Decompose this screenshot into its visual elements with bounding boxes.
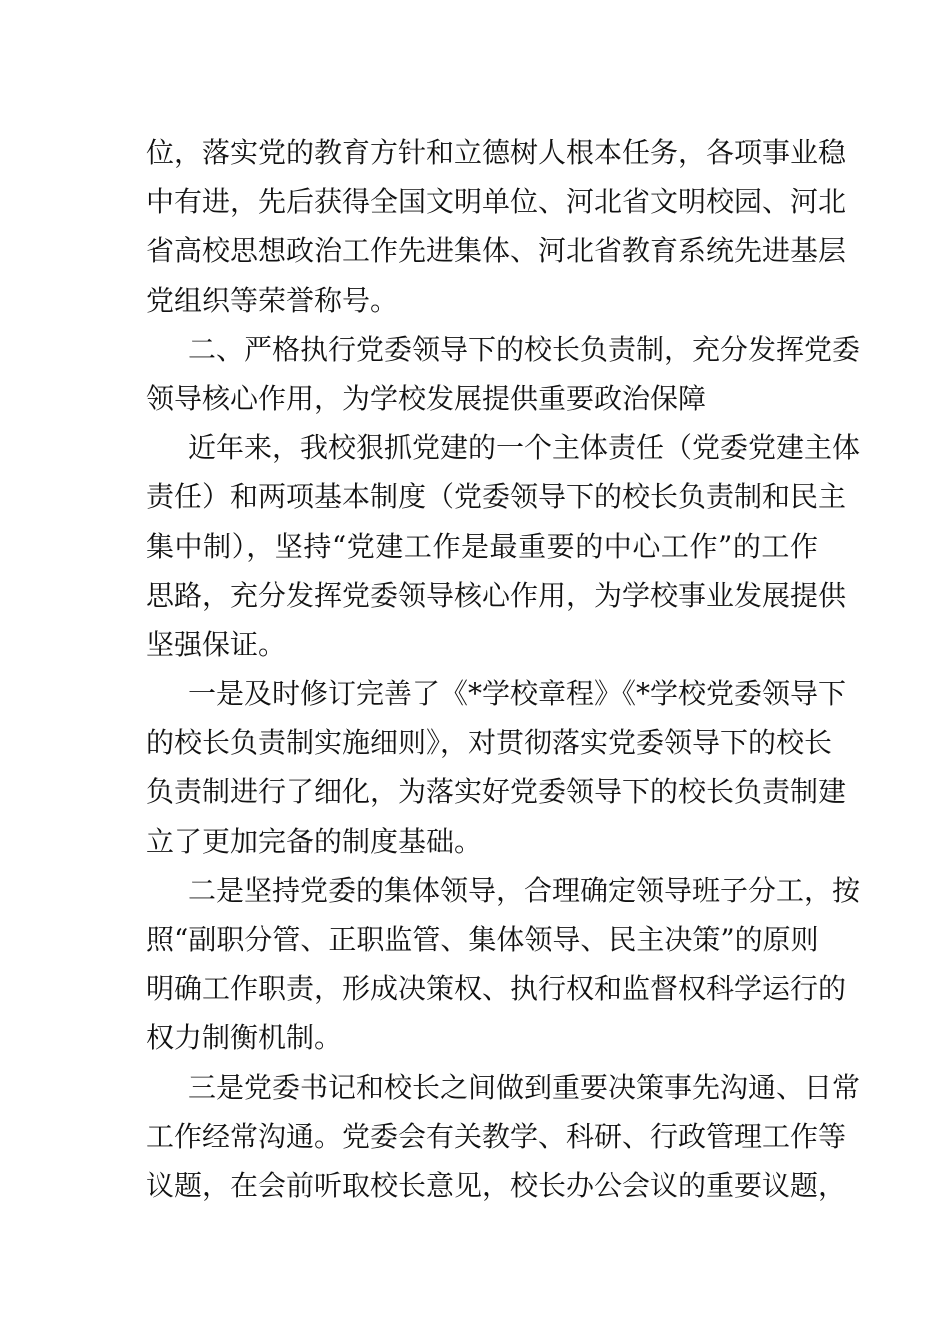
section-heading-line: 领导核心作用，为学校发展提供重要政治保障: [146, 381, 707, 415]
text-line: 一是及时修订完善了《*学校章程》《*学校党委领导下: [188, 677, 847, 711]
text-line: 近年来，我校狠抓党建的一个主体责任（党委党建主体: [188, 431, 861, 465]
text-line: 立了更加完备的制度基础。: [146, 824, 483, 858]
text-line: 责任）和两项基本制度（党委领导下的校长负责制和民主: [146, 480, 847, 514]
text-line: 党组织等荣誉称号。: [146, 283, 399, 317]
text-line: 的校长负责制实施细则》，对贯彻落实党委领导下的校长: [146, 726, 833, 760]
text-line: 位，落实党的教育方针和立德树人根本任务，各项事业稳: [146, 136, 847, 169]
text-line: 照“副职分管、正职监管、集体领导、民主决策”的原则: [146, 923, 819, 956]
text-line: 负责制进行了细化，为落实好党委领导下的校长负责制建: [146, 775, 847, 809]
text-line: 省高校思想政治工作先进集体、河北省教育系统先进基层: [146, 234, 847, 268]
text-line: 三是党委书记和校长之间做到重要决策事先沟通、日常: [188, 1070, 861, 1104]
text-line: 议题，在会前听取校长意见，校长办公会议的重要议题，: [146, 1168, 847, 1202]
text-line: 坚强保证。: [146, 627, 287, 661]
text-line: 二是坚持党委的集体领导，合理确定领导班子分工，按: [188, 873, 861, 907]
text-line: 思路，充分发挥党委领导核心作用，为学校事业发展提供: [146, 578, 847, 612]
text-line: 集中制），坚持“党建工作是最重要的中心工作”的工作: [146, 529, 818, 563]
section-heading-line: 二、严格执行党委领导下的校长负责制，充分发挥党委: [188, 332, 861, 366]
text-line: 权力制衡机制。: [146, 1021, 343, 1055]
text-line: 明确工作职责，形成决策权、执行权和监督权科学运行的: [146, 972, 847, 1006]
document-body: [146, 128, 861, 1210]
text-line: 工作经常沟通。党委会有关教学、科研、行政管理工作等: [146, 1119, 847, 1153]
text-line: 中有进，先后获得全国文明单位、河北省文明校园、河北: [146, 185, 847, 219]
